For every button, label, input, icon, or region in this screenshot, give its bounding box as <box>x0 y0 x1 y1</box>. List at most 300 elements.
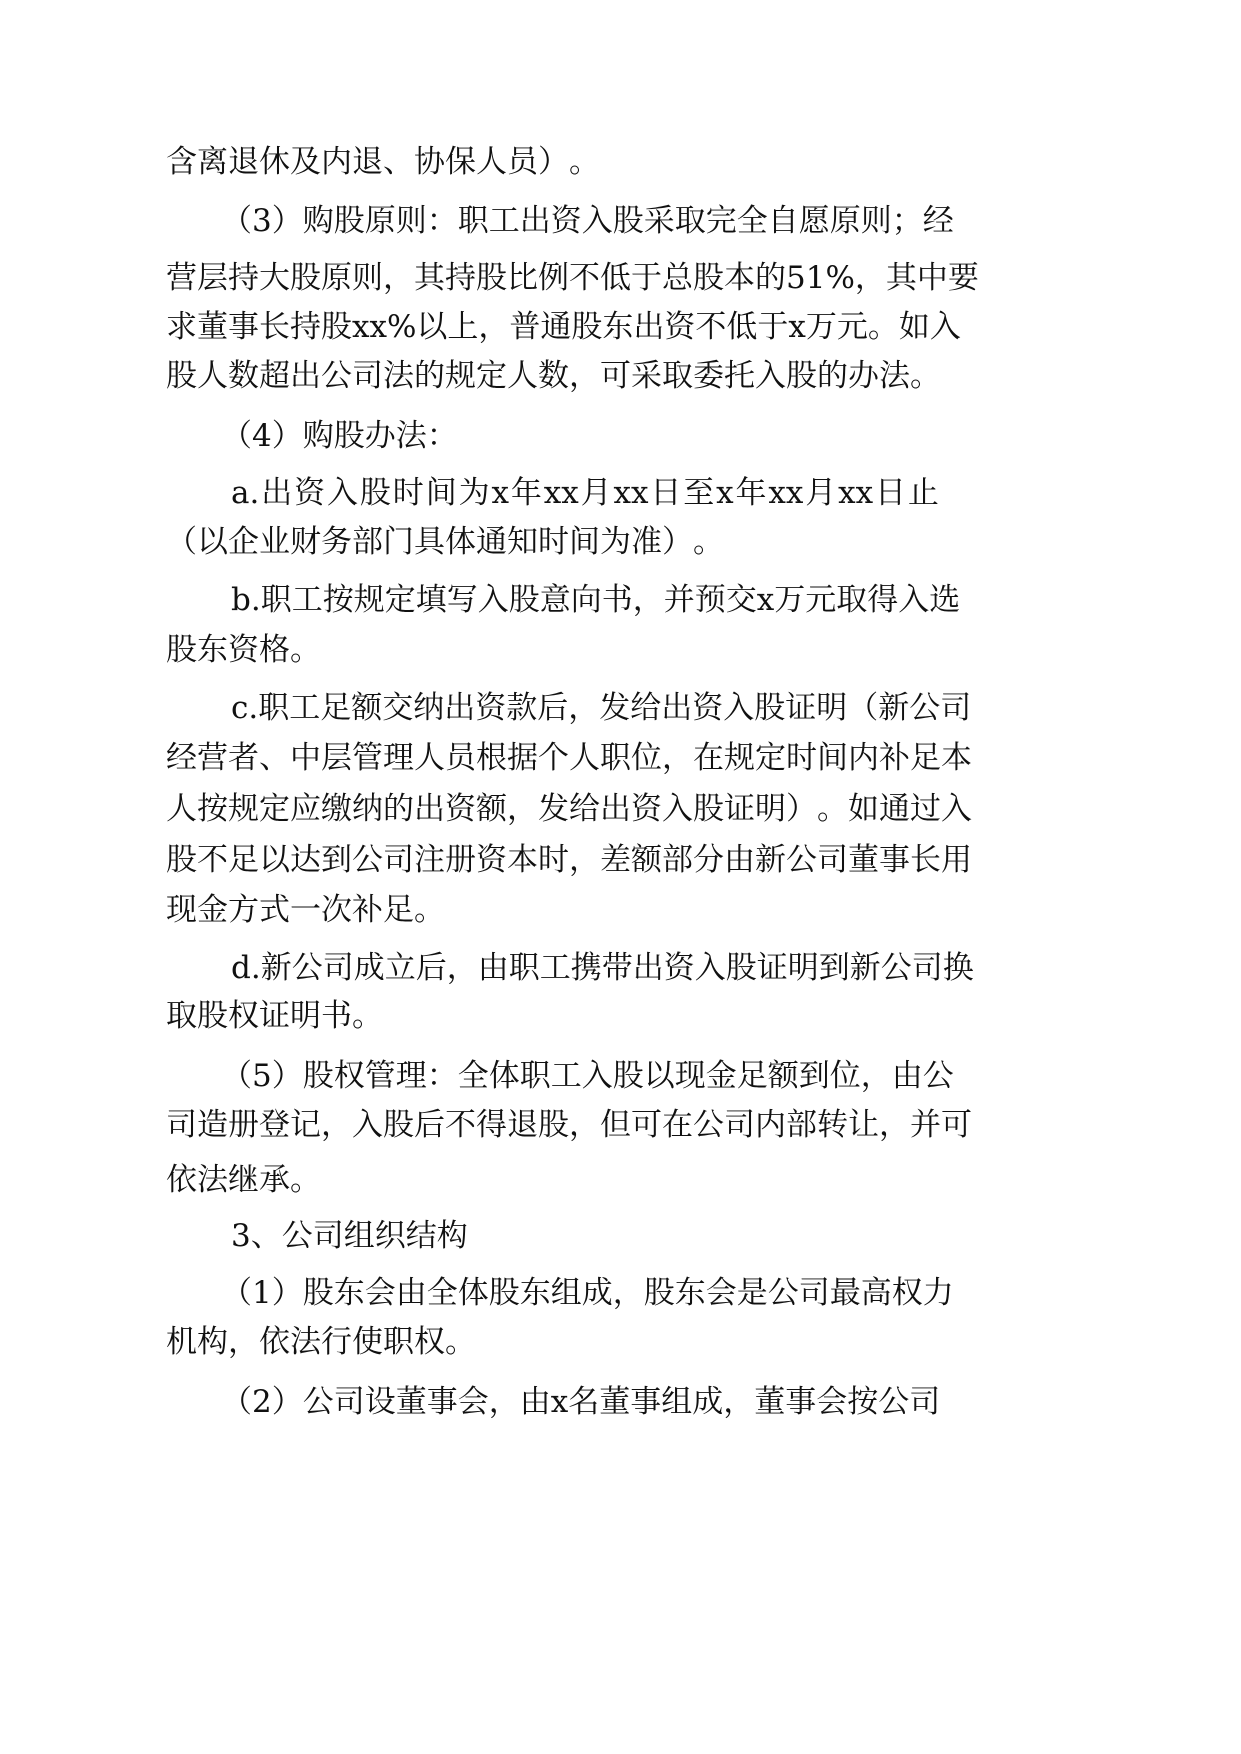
text-glyph: 方 <box>228 892 259 928</box>
text-glyph: 董 <box>197 309 228 345</box>
text-glyph: 事 <box>630 1384 662 1420</box>
text-glyph: 超 <box>259 358 290 394</box>
text-glyph: 知 <box>507 524 538 560</box>
text-glyph: 元 <box>836 309 868 345</box>
text-glyph: 入 <box>929 309 961 345</box>
text-line-17 <box>166 992 383 1040</box>
text-glyph: 董 <box>395 1384 427 1420</box>
text-glyph: ） <box>786 791 817 827</box>
text-glyph: 额 <box>767 1058 799 1094</box>
text-glyph: 营 <box>166 260 197 296</box>
text-glyph: 证 <box>756 950 788 986</box>
text-glyph: 过 <box>910 791 941 827</box>
text-glyph: 足 <box>320 690 352 726</box>
text-glyph: 预 <box>694 582 726 618</box>
text-glyph: 股 <box>571 309 603 345</box>
text-glyph: 营 <box>197 740 228 776</box>
text-glyph: 注 <box>414 842 445 878</box>
text-glyph: 明 <box>290 998 321 1034</box>
text-glyph: 股 <box>166 842 197 878</box>
text-glyph: 并 <box>910 1107 941 1143</box>
text-glyph: 股 <box>302 1058 334 1094</box>
text-glyph: 资 <box>663 950 695 986</box>
text-glyph: 职 <box>600 740 631 776</box>
text-glyph: 通 <box>879 791 910 827</box>
text-glyph: 公 <box>767 1275 799 1311</box>
text-glyph: 股 <box>693 260 724 296</box>
text-glyph: 并 <box>663 582 695 618</box>
text-glyph: 股 <box>612 1058 644 1094</box>
text-glyph: 资 <box>445 791 476 827</box>
text-glyph: 由 <box>724 842 755 878</box>
text-glyph: 股 <box>725 950 757 986</box>
text-glyph: 管 <box>364 1058 396 1094</box>
text-glyph: 低 <box>726 309 758 345</box>
text-glyph: 职 <box>457 203 489 239</box>
text-glyph: 其 <box>414 260 445 296</box>
text-glyph: 承 <box>259 1162 290 1198</box>
text-glyph: 股 <box>488 1275 520 1311</box>
text-glyph: 成 <box>581 1275 613 1311</box>
text-glyph: （ <box>166 524 197 560</box>
text-glyph: 出 <box>519 203 551 239</box>
text-glyph: 额 <box>631 842 662 878</box>
text-glyph: 股 <box>383 1107 414 1143</box>
text-glyph: 会 <box>705 1275 737 1311</box>
text-glyph: 月 <box>580 475 612 511</box>
text-glyph: ， <box>228 1324 259 1360</box>
text-glyph: 以 <box>197 524 228 560</box>
text-glyph: 带 <box>601 950 633 986</box>
text-glyph: 不 <box>197 842 228 878</box>
text-glyph: 长 <box>259 309 290 345</box>
text-line-6 <box>221 412 458 460</box>
text-glyph: 入 <box>941 791 972 827</box>
text-glyph: 东 <box>519 1275 551 1311</box>
text-glyph: 写 <box>446 582 478 618</box>
text-glyph: 经 <box>922 203 954 239</box>
text-glyph: ， <box>632 582 664 618</box>
text-glyph: 依 <box>166 1162 197 1198</box>
text-glyph: 、 <box>250 1218 282 1254</box>
text-glyph: 东 <box>602 309 634 345</box>
text-glyph: 股 <box>333 203 365 239</box>
text-glyph: xx <box>838 475 874 511</box>
text-glyph: 自 <box>767 203 799 239</box>
text-glyph: 一 <box>290 892 321 928</box>
text-glyph: 设 <box>364 1384 396 1420</box>
text-glyph: 权 <box>891 1275 923 1311</box>
text-glyph: ， <box>569 842 600 878</box>
text-glyph: 时 <box>538 524 569 560</box>
text-glyph: 可 <box>941 1107 972 1143</box>
text-glyph: 公 <box>291 950 323 986</box>
text-glyph: 现 <box>674 1058 706 1094</box>
text-glyph: 资 <box>476 842 507 878</box>
text-glyph: 职 <box>260 582 292 618</box>
text-glyph: 3 <box>252 203 272 239</box>
text-glyph: 入 <box>477 582 509 618</box>
text-glyph: 理 <box>383 740 414 776</box>
text-glyph: 工 <box>550 1058 582 1094</box>
text-glyph: 的 <box>414 358 445 394</box>
text-glyph: 明 <box>755 791 786 827</box>
text-glyph: 准 <box>631 524 662 560</box>
text-glyph: 出 <box>661 690 693 726</box>
text-glyph: ， <box>854 260 886 296</box>
text-glyph: 理 <box>395 1058 427 1094</box>
text-glyph: 购 <box>302 418 334 454</box>
text-glyph: 力 <box>922 1275 954 1311</box>
text-glyph: 名 <box>568 1384 600 1420</box>
text-glyph: 的 <box>817 358 848 394</box>
text-glyph: 会 <box>816 1384 848 1420</box>
text-glyph: xx <box>613 475 649 511</box>
text-glyph: 低 <box>600 260 631 296</box>
text-glyph: ： <box>426 203 458 239</box>
text-glyph: 得 <box>476 1107 507 1143</box>
text-glyph: 东 <box>674 1275 706 1311</box>
text-glyph: 及 <box>290 144 321 180</box>
text-glyph: 入 <box>581 1058 613 1094</box>
text-glyph: 据 <box>507 740 538 776</box>
text-glyph: 管 <box>352 740 383 776</box>
text-glyph: 原 <box>364 203 396 239</box>
text-glyph: 定 <box>755 740 786 776</box>
text-line-5 <box>166 352 941 400</box>
text-glyph: 层 <box>321 740 352 776</box>
text-glyph: 规 <box>724 740 755 776</box>
text-glyph: （ <box>847 690 879 726</box>
text-glyph: 例 <box>538 260 569 296</box>
text-glyph: 长 <box>910 842 941 878</box>
text-line-10 <box>166 626 321 674</box>
text-glyph: 职 <box>258 690 290 726</box>
text-glyph: 资 <box>475 690 507 726</box>
text-line-4 <box>166 303 961 351</box>
text-glyph: 业 <box>259 524 290 560</box>
text-glyph: ， <box>723 1384 755 1420</box>
text-glyph: 由 <box>477 950 509 986</box>
text-glyph: 职 <box>508 950 540 986</box>
text-glyph: 公 <box>321 358 352 394</box>
text-glyph: 入 <box>898 582 930 618</box>
text-glyph: 会 <box>457 1384 489 1420</box>
text-glyph: 结 <box>405 1218 437 1254</box>
text-line-22 <box>221 1269 954 1317</box>
text-glyph: （ <box>221 203 252 239</box>
text-glyph: 填 <box>415 582 447 618</box>
text-glyph: 入 <box>755 358 786 394</box>
text-glyph: 。 <box>693 524 724 560</box>
text-glyph: 入 <box>723 690 755 726</box>
text-glyph: 格 <box>259 632 290 668</box>
text-glyph: 法 <box>879 358 910 394</box>
text-glyph: 人 <box>569 740 600 776</box>
text-glyph: 事 <box>785 1384 817 1420</box>
text-glyph: a. <box>231 475 260 511</box>
text-glyph: 司 <box>312 1218 344 1254</box>
text-glyph: 部 <box>352 524 383 560</box>
text-glyph: 取 <box>662 358 693 394</box>
text-glyph: 以 <box>259 842 290 878</box>
text-glyph: 。 <box>290 632 321 668</box>
text-line-23 <box>166 1318 476 1366</box>
text-glyph: 部 <box>662 842 693 878</box>
text-glyph: 纳 <box>352 791 383 827</box>
text-glyph: 明 <box>787 950 819 986</box>
text-glyph: xx <box>768 475 804 511</box>
text-glyph: d. <box>231 950 261 986</box>
text-glyph: 纳 <box>413 690 445 726</box>
text-glyph: ， <box>383 260 414 296</box>
text-glyph: 转 <box>817 1107 848 1143</box>
text-glyph: 者 <box>228 740 259 776</box>
text-glyph: 公 <box>786 842 817 878</box>
text-glyph: 协 <box>414 144 445 180</box>
text-glyph: 4 <box>252 418 272 454</box>
text-glyph: 式 <box>259 892 290 928</box>
text-glyph: 选 <box>929 582 961 618</box>
text-glyph: 间 <box>817 740 848 776</box>
text-glyph: x <box>491 475 509 511</box>
text-glyph: ： <box>426 1058 458 1094</box>
text-glyph: 员 <box>507 144 538 180</box>
text-glyph: 董 <box>599 1384 631 1420</box>
text-glyph: 定 <box>476 358 507 394</box>
text-glyph: 入 <box>352 1107 383 1143</box>
text-line-15 <box>166 886 445 934</box>
text-glyph: 司 <box>798 1275 830 1311</box>
text-glyph: 法 <box>383 358 414 394</box>
text-glyph: 交 <box>725 582 757 618</box>
text-glyph: 时 <box>538 842 569 878</box>
text-glyph: 公 <box>281 1218 313 1254</box>
text-glyph: 公 <box>878 1384 910 1420</box>
text-line-1 <box>166 138 600 186</box>
text-glyph: 构 <box>197 1324 228 1360</box>
text-glyph: 时 <box>786 740 817 776</box>
text-glyph: 行 <box>321 1324 352 1360</box>
text-glyph: 组 <box>661 1384 693 1420</box>
text-glyph: 书 <box>321 998 352 1034</box>
text-glyph: 成 <box>692 1384 724 1420</box>
text-glyph: 持 <box>228 260 259 296</box>
text-glyph: ： <box>426 418 458 454</box>
text-glyph: 依 <box>259 1324 290 1360</box>
text-glyph: 元 <box>805 582 837 618</box>
text-glyph: 退 <box>352 144 383 180</box>
text-glyph: 3 <box>231 1218 251 1254</box>
text-glyph: 离 <box>197 144 228 180</box>
text-glyph: 新 <box>755 842 786 878</box>
text-glyph: 登 <box>259 1107 290 1143</box>
text-glyph: 公 <box>922 1058 954 1094</box>
text-glyph: 金 <box>197 892 228 928</box>
text-glyph: 入 <box>327 475 359 511</box>
text-glyph: 司 <box>724 1107 755 1143</box>
text-glyph: 法 <box>197 1162 228 1198</box>
text-glyph: 公 <box>880 950 912 986</box>
text-glyph: 万 <box>774 582 806 618</box>
text-glyph: 使 <box>352 1324 383 1360</box>
text-glyph: 人 <box>166 791 197 827</box>
text-glyph: 体 <box>445 524 476 560</box>
text-glyph: 机 <box>166 1324 197 1360</box>
text-glyph: ， <box>662 740 693 776</box>
text-glyph: ， <box>568 690 600 726</box>
text-glyph: （ <box>221 418 252 454</box>
text-glyph: 间 <box>425 475 457 511</box>
text-glyph: 由 <box>519 1384 551 1420</box>
text-glyph: 含 <box>166 144 197 180</box>
text-glyph: 股 <box>166 358 197 394</box>
text-glyph: 证 <box>259 998 290 1034</box>
text-glyph: 经 <box>166 740 197 776</box>
text-glyph: 、 <box>383 144 414 180</box>
text-glyph: 出 <box>600 791 631 827</box>
text-glyph: 本 <box>724 260 755 296</box>
text-glyph: 股 <box>302 1275 334 1311</box>
text-glyph: 为 <box>458 475 490 511</box>
text-glyph: 内 <box>848 740 879 776</box>
text-glyph: 根 <box>476 740 507 776</box>
text-glyph: 的 <box>383 791 414 827</box>
text-glyph: 到 <box>818 950 850 986</box>
text-glyph: 公 <box>352 842 383 878</box>
text-glyph: 组 <box>343 1218 375 1254</box>
text-glyph: 册 <box>228 1107 259 1143</box>
text-glyph: 于 <box>757 309 789 345</box>
text-glyph: 位 <box>631 740 662 776</box>
text-glyph: 出 <box>632 950 664 986</box>
text-glyph: 股 <box>290 260 321 296</box>
text-line-8 <box>166 518 724 566</box>
text-glyph: ） <box>271 1275 303 1311</box>
text-glyph: ） <box>271 418 303 454</box>
text-glyph: b. <box>231 582 261 618</box>
text-glyph: 如 <box>848 791 879 827</box>
text-glyph: 额 <box>476 791 507 827</box>
text-glyph: 。 <box>290 1162 321 1198</box>
text-glyph: （ <box>221 1384 252 1420</box>
text-glyph: 企 <box>228 524 259 560</box>
text-glyph: 要 <box>947 260 979 296</box>
text-glyph: 工 <box>539 950 571 986</box>
text-glyph: 款 <box>506 690 538 726</box>
text-glyph: （ <box>221 1275 252 1311</box>
text-glyph: 入 <box>662 791 693 827</box>
text-glyph: 中 <box>916 260 948 296</box>
text-glyph: ， <box>879 1107 910 1143</box>
text-glyph: 普 <box>509 309 541 345</box>
text-glyph: 出 <box>261 475 293 511</box>
text-glyph: 股 <box>693 791 724 827</box>
text-line-12 <box>166 734 972 782</box>
text-glyph: 司 <box>352 358 383 394</box>
text-glyph: 则 <box>352 260 383 296</box>
text-glyph: ， <box>569 1107 600 1143</box>
text-glyph: 给 <box>630 690 662 726</box>
text-glyph: 可 <box>600 358 631 394</box>
text-glyph: 股 <box>754 690 786 726</box>
text-glyph: 差 <box>600 842 631 878</box>
text-glyph: 董 <box>848 842 879 878</box>
text-glyph: 上 <box>447 309 479 345</box>
text-glyph: 缴 <box>321 791 352 827</box>
text-glyph: 。 <box>910 358 941 394</box>
text-glyph: 不 <box>569 260 600 296</box>
text-glyph: 公 <box>693 1107 724 1143</box>
text-glyph: 在 <box>662 1107 693 1143</box>
text-glyph: 其 <box>885 260 917 296</box>
text-glyph: ， <box>488 1384 520 1420</box>
text-glyph: 给 <box>569 791 600 827</box>
text-glyph: 可 <box>631 1107 662 1143</box>
text-glyph: 。 <box>867 309 899 345</box>
text-glyph: 退 <box>228 144 259 180</box>
text-glyph: ， <box>860 1058 892 1094</box>
text-line-21 <box>231 1212 468 1260</box>
text-glyph: 高 <box>860 1275 892 1311</box>
text-glyph: 年 <box>735 475 767 511</box>
text-glyph: 财 <box>290 524 321 560</box>
text-glyph: 股 <box>643 1275 675 1311</box>
text-glyph: 公 <box>302 1384 334 1420</box>
text-glyph: 新 <box>849 950 881 986</box>
text-glyph: 以 <box>416 309 448 345</box>
text-glyph: 补 <box>352 892 383 928</box>
text-glyph: 金 <box>705 1058 737 1094</box>
text-glyph: 通 <box>476 524 507 560</box>
text-glyph: 组 <box>550 1275 582 1311</box>
text-glyph: 股 <box>508 582 540 618</box>
text-glyph: 求 <box>166 309 197 345</box>
text-glyph: 出 <box>633 309 665 345</box>
text-glyph: 取 <box>836 582 868 618</box>
text-glyph: 。 <box>445 1324 476 1360</box>
text-glyph: 人 <box>197 358 228 394</box>
text-glyph: 全 <box>457 1058 489 1094</box>
text-glyph: 权 <box>228 998 259 1034</box>
text-glyph: 股 <box>321 309 352 345</box>
text-glyph: 到 <box>798 1058 830 1094</box>
text-glyph: 足 <box>910 740 941 776</box>
text-glyph: 。 <box>817 791 848 827</box>
text-glyph: 规 <box>353 582 385 618</box>
text-glyph: 司 <box>940 690 972 726</box>
text-glyph: 分 <box>693 842 724 878</box>
text-glyph: 但 <box>600 1107 631 1143</box>
text-glyph: 股 <box>333 418 365 454</box>
text-glyph: 具 <box>414 524 445 560</box>
text-glyph: 保 <box>445 144 476 180</box>
text-glyph: 采 <box>631 358 662 394</box>
text-glyph: 用 <box>941 842 972 878</box>
text-glyph: 职 <box>383 1324 414 1360</box>
text-glyph: 额 <box>351 690 383 726</box>
text-glyph: 取 <box>166 998 197 1034</box>
text-glyph: 资 <box>631 791 662 827</box>
text-glyph: 本 <box>941 740 972 776</box>
text-glyph: 数 <box>538 358 569 394</box>
text-glyph: ） <box>271 1384 303 1420</box>
text-glyph: 入 <box>581 203 613 239</box>
text-glyph: ） <box>538 144 569 180</box>
text-glyph: 持 <box>445 260 476 296</box>
text-glyph: 时 <box>392 475 424 511</box>
text-glyph: 定 <box>384 582 416 618</box>
